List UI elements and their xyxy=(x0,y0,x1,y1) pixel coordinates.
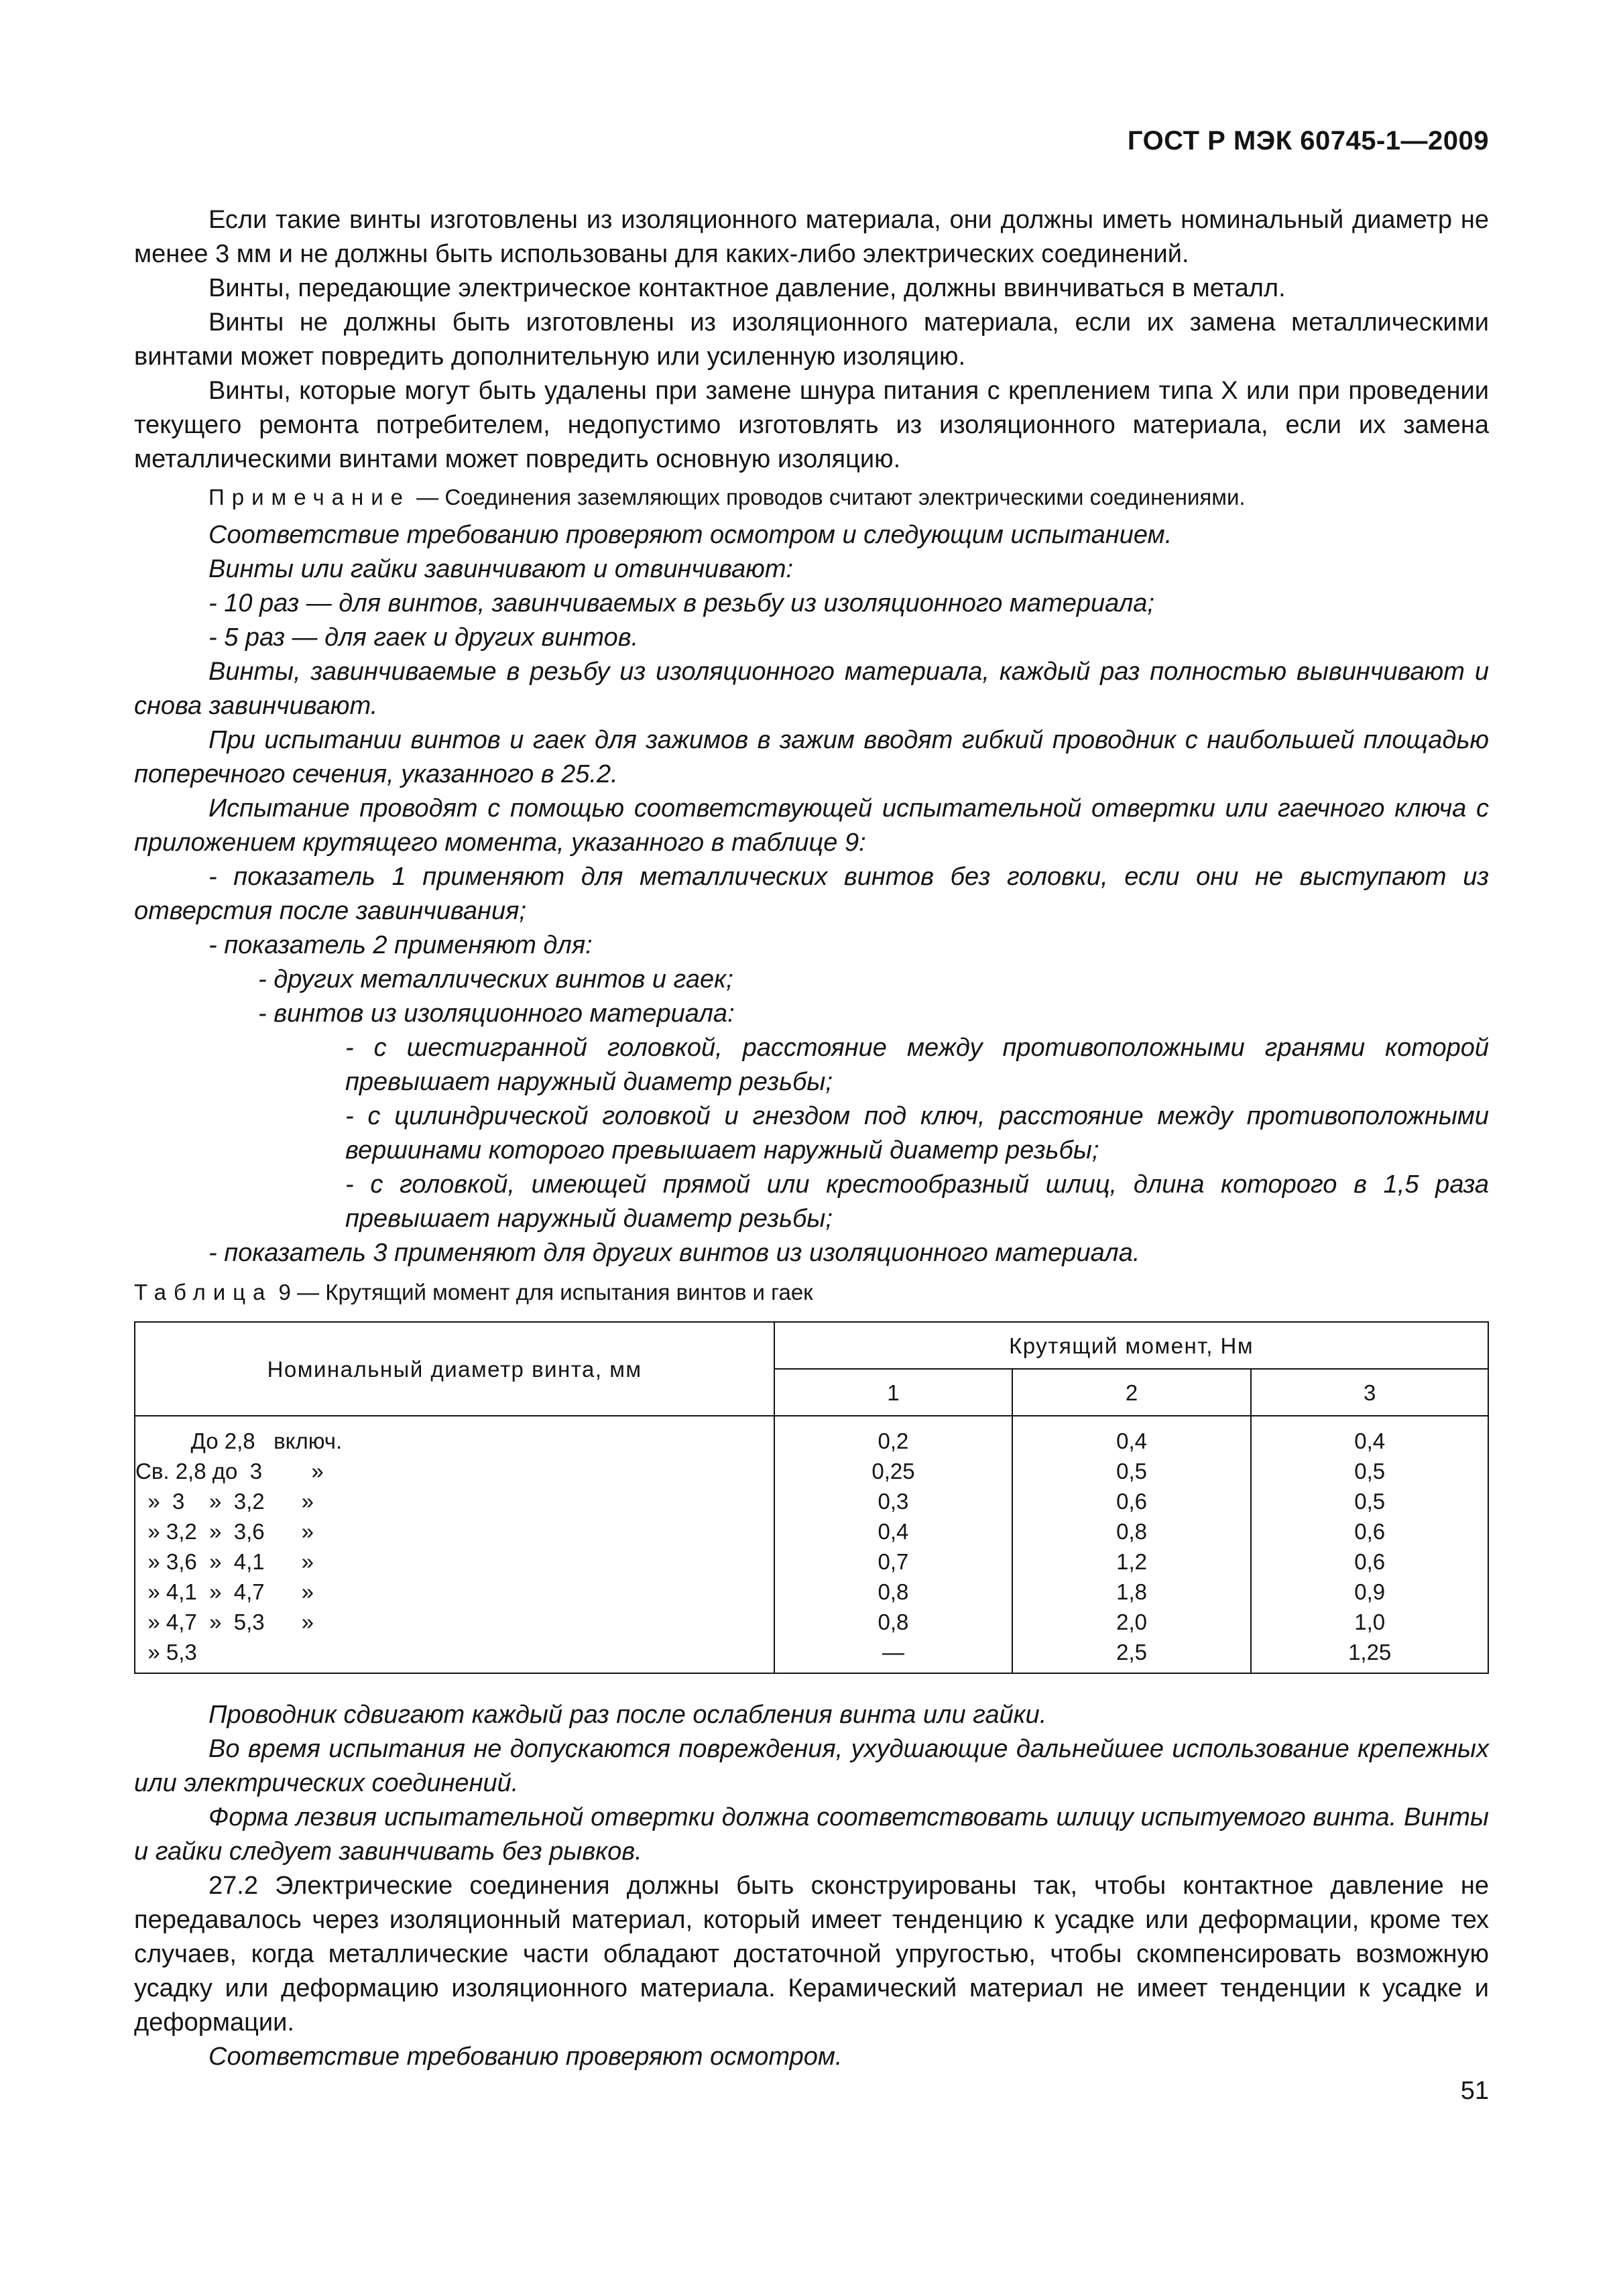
table-value: 0,4 xyxy=(878,1519,909,1544)
paragraph: Винты не должны быть изготовлены из изоляционного материала, если их замена металлическими винтами может повредить дополнительную или усиленную изоляцию. xyxy=(134,308,1489,371)
test-list-item: - с шестигранной головкой, расстояние между противоположными гранями которой превышает наружный диаметр резьбы; xyxy=(345,1034,1489,1096)
test-list-item: - показатель 3 применяют для других винтов из изоляционного материала. xyxy=(208,1239,1140,1267)
note-text: — Соединения заземляющих проводов считают электрическими соединениями. xyxy=(410,485,1246,509)
paragraph: Винты, передающие электрическое контактное давление, должны ввинчиваться в металл. xyxy=(208,274,1286,302)
values-cell-1 xyxy=(774,1416,1012,1673)
row-label: » 4,7 » 5,3 » xyxy=(135,1610,314,1634)
table-value: 0,25 xyxy=(871,1459,915,1484)
header-index-3: 3 xyxy=(1251,1369,1488,1416)
table-value: 0,5 xyxy=(1354,1459,1386,1484)
header-diameter: Номинальный диаметр винта, мм xyxy=(135,1322,774,1416)
row-label: Св. 2,8 до 3 » xyxy=(135,1459,324,1484)
after-paragraph: Во время испытания не допускаются повреждения, ухудшающие дальнейшее использование крепежных или электрических соединений. xyxy=(134,1735,1489,1797)
page-content xyxy=(134,203,1489,2074)
table-value: 0,8 xyxy=(878,1610,909,1634)
test-paragraph: Соответствие требованию проверяют осмотром и следующим испытанием. xyxy=(208,521,1173,549)
test-list-item: - других металлических винтов и гаек; xyxy=(258,965,733,993)
test-paragraph: При испытании винтов и гаек для зажимов в зажим вводят гибкий проводник с наибольшей площадью поперечного сечения, указанного в 25.2. xyxy=(134,726,1489,788)
table-value: 2,5 xyxy=(1116,1640,1147,1665)
row-label: » 3,2 » 3,6 » xyxy=(135,1519,314,1544)
after-paragraph: Соответствие требованию проверяют осмотром. xyxy=(208,2043,843,2071)
test-paragraph: - 10 раз — для винтов, завинчиваемых в резьбу из изоляционного материала; xyxy=(208,589,1154,617)
values-cell-3 xyxy=(1251,1416,1488,1673)
row-label: До 2,8 включ. xyxy=(135,1429,343,1453)
test-paragraph: - показатель 1 применяют для металлических винтов без головки, если они не выступают из отверстия после завинчивания; xyxy=(134,863,1489,925)
table-value: 0,6 xyxy=(1354,1549,1386,1574)
row-labels-cell xyxy=(135,1416,774,1673)
table-value: — xyxy=(882,1640,904,1665)
row-label: » 5,3 xyxy=(135,1640,197,1665)
note xyxy=(134,477,1489,518)
page-number: 51 xyxy=(1460,2077,1489,2105)
test-list-item: - с головкой, имеющей прямой или крестообразный шлиц, длина которого в 1,5 раза превышает наружный диаметр резьбы; xyxy=(345,1170,1489,1233)
test-paragraph: Винты, завинчиваемые в резьбу из изоляционного материала, каждый раз полностью вывинчивают и снова завинчивают. xyxy=(134,658,1489,720)
torque-table xyxy=(134,1321,1489,1674)
test-list-item: - винтов из изоляционного материала: xyxy=(258,1000,735,1028)
table-value: 2,0 xyxy=(1116,1610,1147,1634)
table-value: 0,9 xyxy=(1354,1579,1386,1604)
clause-27-2: 27.2 Электрические соединения должны быть сконструированы так, чтобы контактное давление не передавалось через изоляционный материал, который имеет тенденцию к усадке или деформации, кроме тех случаев, когда металлические части обладают достаточной упругостью, чтобы скомпенсировать возможную усадку или деформацию изоляционного материала. Керамический материал не имеет тенденции к усадке и деформации. xyxy=(134,1872,1489,2037)
table-value: 0,2 xyxy=(878,1429,909,1453)
row-label: » 4,1 » 4,7 » xyxy=(135,1579,314,1604)
header-index-2: 2 xyxy=(1012,1369,1252,1416)
table-value: 1,2 xyxy=(1116,1549,1147,1574)
test-list-item: - с цилиндрической головкой и гнездом под ключ, расстояние между противоположными вершинами которого превышает наружный диаметр резьбы; xyxy=(345,1102,1489,1164)
table-value: 1,25 xyxy=(1348,1640,1392,1665)
row-label: » 3,6 » 4,1 » xyxy=(135,1549,314,1574)
paragraph: Если такие винты изготовлены из изоляционного материала, они должны иметь номинальный диаметр не менее 3 мм и не должны быть использованы для каких-либо электрических соединений. xyxy=(134,206,1489,268)
note-label: Примечание xyxy=(208,485,411,509)
test-list-item: - показатель 2 применяют для: xyxy=(208,931,593,959)
test-paragraph: Винты или гайки завинчивают и отвинчивают: xyxy=(208,555,794,583)
table-caption xyxy=(134,1276,1489,1309)
table-value: 0,6 xyxy=(1116,1489,1147,1514)
header-index-1: 1 xyxy=(774,1369,1012,1416)
header-torque: Крутящий момент, Нм xyxy=(774,1322,1488,1369)
table-value: 1,8 xyxy=(1116,1579,1147,1604)
test-paragraph: - 5 раз — для гаек и других винтов. xyxy=(208,623,639,652)
table-value: 0,4 xyxy=(1354,1429,1386,1453)
after-paragraph: Проводник сдвигают каждый раз после ослабления винта или гайки. xyxy=(208,1701,1047,1729)
after-paragraph: Форма лезвия испытательной отвертки должна соответствовать шлицу испытуемого винта. Винты и гайки следует завинчивать без рывков. xyxy=(134,1803,1489,1866)
table-value: 0,5 xyxy=(1354,1489,1386,1514)
table-value: 1,0 xyxy=(1354,1610,1386,1634)
document-header: ГОСТ Р МЭК 60745-1—2009 xyxy=(1127,126,1489,156)
table-value: 0,7 xyxy=(878,1549,909,1574)
table-value: 0,6 xyxy=(1354,1519,1386,1544)
table-caption-text: 9 — Крутящий момент для испытания винтов и гаек xyxy=(272,1280,813,1305)
paragraph: Винты, которые могут быть удалены при замене шнура питания с креплением типа X или при проведении текущего ремонта потребителем, недопустимо изготовлять из изоляционного материала, если их замена металлическими винтами может повредить основную изоляцию. xyxy=(134,377,1489,473)
values-cell-2 xyxy=(1012,1416,1252,1673)
table-value: 0,8 xyxy=(1116,1519,1147,1544)
table-caption-label: Таблица xyxy=(134,1280,273,1305)
row-label: » 3 » 3,2 » xyxy=(135,1489,314,1514)
table-value: 0,3 xyxy=(878,1489,909,1514)
test-paragraph: Испытание проводят с помощью соответствующей испытательной отвертки или гаечного ключа с приложением крутящего момента, указанного в таблице 9: xyxy=(134,794,1489,857)
table-value: 0,8 xyxy=(878,1579,909,1604)
table-value: 0,4 xyxy=(1116,1429,1147,1453)
table-value: 0,5 xyxy=(1116,1459,1147,1484)
